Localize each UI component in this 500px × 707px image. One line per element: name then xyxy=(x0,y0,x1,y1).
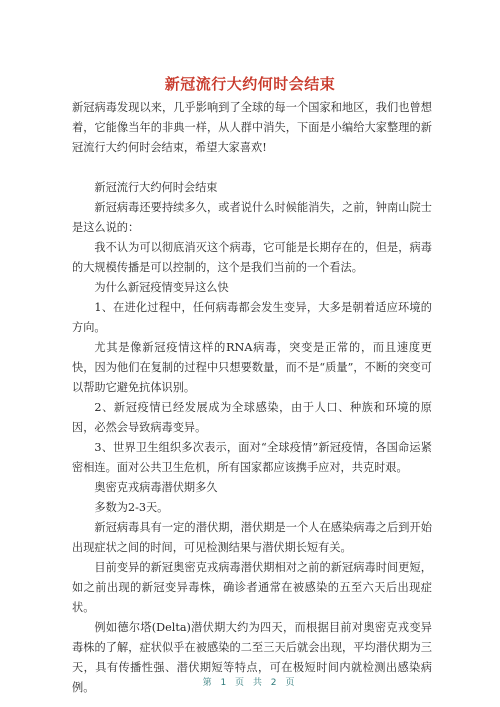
section-heading: 为什么新冠疫情变异这么快 xyxy=(94,281,229,294)
section-heading: 奥密克戎病毒潜伏期多久 xyxy=(94,481,218,494)
intro-paragraph: 新冠病毒发现以来，几乎影响到了全球的每一个国家和地区，我们也曾想着，它能像当年的非典一样，从人群中消失，下面是小编给大家整理的新冠流行大约何时会结束，希望大家喜欢! xyxy=(72,101,432,154)
body-paragraph: 新冠病毒还要持续多久，或者说什么时候能消失，之前，钟南山院士是这么说的： xyxy=(72,201,432,234)
body-paragraph: 我不认为可以彻底消灭这个病毒，它可能是长期存在的，但是，病毒的大规模传播是可以控制的，这个是我们当前的一个看法。 xyxy=(72,241,432,274)
section-heading: 新冠流行大约何时会结束 xyxy=(94,181,218,194)
body-paragraph: 2、新冠疫情已经发展成为全球感染，由于人口、种族和环境的原因，必然会导致病毒变异。 xyxy=(72,401,432,434)
paragraph-gap xyxy=(72,158,432,178)
body-paragraph: 例如德尔塔(Delta)潜伏期大约为四天，而根据目前对奥密克戎变异毒株的了解，症状似乎在被感染的二至三天后就会出现，平均潜伏期为三天，具有传播性强、潜伏期短等特点，可在极短时间内就检测出感染病例。 xyxy=(72,621,432,694)
document-body xyxy=(72,98,432,698)
page-footer: 第 1 页 共 2 页 xyxy=(202,678,298,688)
body-paragraph: 尤其是像新冠疫情这样的RNA病毒，突变是正常的，而且速度更快，因为他们在复制的过程中只想要数量，而不是“质量”，不断的突变可以帮助它避免抗体识别。 xyxy=(72,341,432,394)
body-paragraph: 3、世界卫生组织多次表示，面对“全球疫情”新冠疫情，各国命运紧密相连。面对公共卫生危机，所有国家都应该携手应对，共克时艰。 xyxy=(72,441,432,474)
body-paragraph: 新冠病毒具有一定的潜伏期，潜伏期是一个人在感染病毒之后到开始出现症状之间的时间，可见检测结果与潜伏期长短有关。 xyxy=(72,521,432,554)
page-title: 新冠流行大约何时会结束 xyxy=(164,75,336,93)
body-paragraph: 多数为2-3天。 xyxy=(94,501,169,514)
body-paragraph: 目前变异的新冠奥密克戎病毒潜伏期相对之前的新冠病毒时间更短，如之前出现的新冠变异毒株，确诊者通常在被感染的五至六天后出现症状。 xyxy=(72,561,432,614)
body-paragraph: 1、在进化过程中，任何病毒都会发生变异，大多是朝着适应环境的方向。 xyxy=(72,301,432,334)
